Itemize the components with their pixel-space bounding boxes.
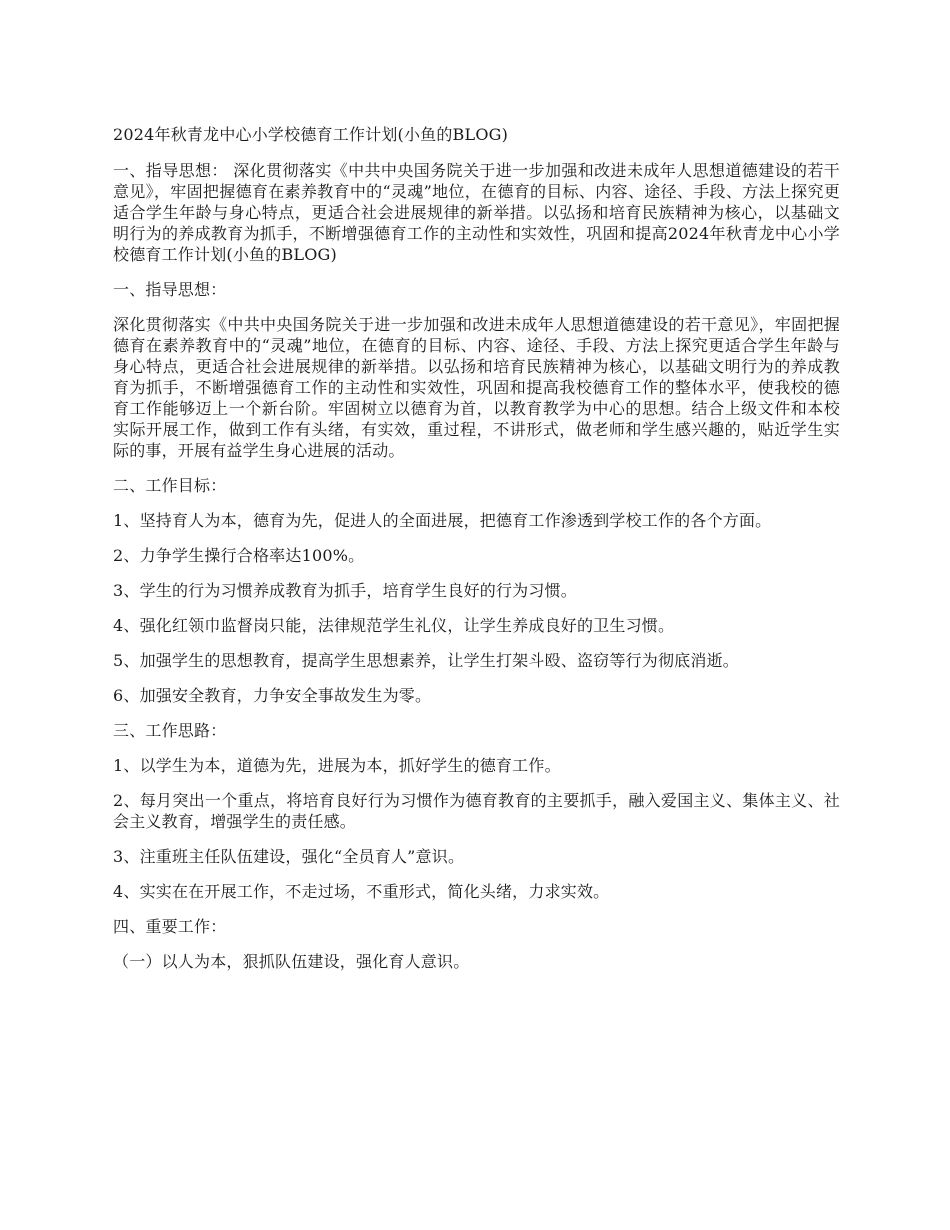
list-item-goal-6: 6、加强安全教育，力争安全事故发生为零。 [113, 686, 432, 705]
subsection-heading-1: （一）以人为本，狠抓队伍建设，强化育人意识。 [113, 952, 470, 971]
paragraph-intro: 一、指导思想： 深化贯彻落实《中共中央国务院关于进一步加强和改进未成年人思想道德建设的若干意见》，牢固把握德育在素养教育中的“灵魂”地位，在德育的目标、内容、途径、手段、方法上探究更适合学生年龄与身心特点，更适合社会进展规律的新举措。以弘扬和培育民族精神为核心，以基础文明行为的养成教育为抓手，不断增强德育工作的主动性和实效性，巩固和提高2024年秋青龙中心小学校德育工作计划(小鱼的BLOG) [113, 161, 840, 264]
list-item-goal-3: 3、学生的行为习惯养成教育为抓手，培育学生良好的行为习惯。 [113, 581, 577, 600]
section-heading-key-work: 四、重要工作： [113, 917, 227, 936]
document-title: 2024年秋青龙中心小学校德育工作计划(小鱼的BLOG) [113, 125, 509, 144]
section-heading-guiding-ideology: 一、指导思想： [113, 280, 227, 299]
list-item-approach-2: 2、每月突出一个重点，将培育良好行为习惯作为德育教育的主要抓手，融入爱国主义、集体主义、社会主义教育，增强学生的责任感。 [113, 791, 840, 831]
list-item-approach-1: 1、以学生为本，道德为先，进展为本，抓好学生的德育工作。 [113, 756, 561, 775]
document-body [113, 124, 840, 986]
paragraph-guiding-ideology: 深化贯彻落实《中共中央国务院关于进一步加强和改进未成年人思想道德建设的若干意见》，牢固把握德育在素养教育中的“灵魂”地位，在德育的目标、内容、途径、手段、方法上探究更适合学生年龄与身心特点，更适合社会进展规律的新举措。以弘扬和培育民族精神为核心，以基础文明行为的养成教育为抓手，不断增强德育工作的主动性和实效性，巩固和提高我校德育工作的整体水平，使我校的德育工作能够迈上一个新台阶。牢固树立以德育为首，以教育教学为中心的思想。结合上级文件和本校实际开展工作，做到工作有头绪，有实效，重过程，不讲形式，做老师和学生感兴趣的，贴近学生实际的事，开展有益学生身心进展的活动。 [113, 315, 840, 460]
section-heading-work-approach: 三、工作思路： [113, 721, 227, 740]
section-heading-work-goals: 二、工作目标： [113, 476, 227, 495]
list-item-goal-1: 1、坚持育人为本，德育为先，促进人的全面进展，把德育工作渗透到学校工作的各个方面。 [113, 511, 772, 530]
list-item-approach-3: 3、注重班主任队伍建设，强化“全员育人”意识。 [113, 847, 465, 866]
list-item-approach-4: 4、实实在在开展工作，不走过场，不重形式，简化头绪，力求实效。 [113, 882, 610, 901]
list-item-goal-5: 5、加强学生的思想教育，提高学生思想素养，让学生打架斗殴、盗窃等行为彻底消逝。 [113, 651, 739, 670]
list-item-goal-2: 2、力争学生操行合格率达100%。 [113, 546, 365, 565]
list-item-goal-4: 4、强化红领巾监督岗只能，法律规范学生礼仪，让学生养成良好的卫生习惯。 [113, 616, 675, 635]
